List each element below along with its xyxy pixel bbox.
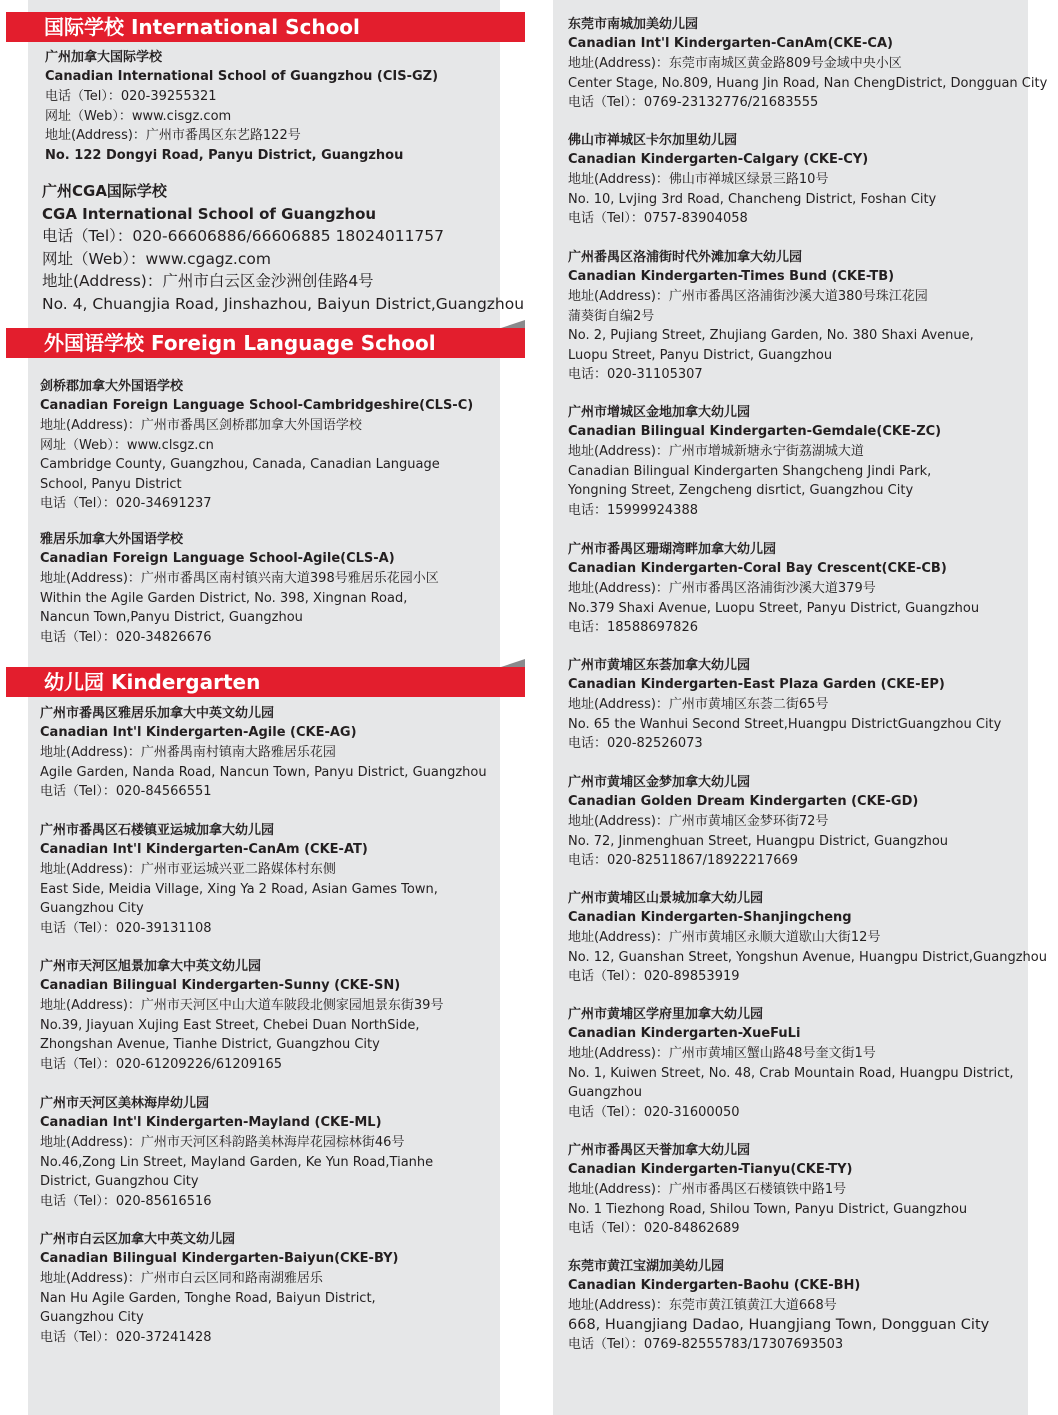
entry-address-en: Center Stage, No.809, Huang Jin Road, Nan ChengDistrict, Dongguan City	[568, 75, 1048, 91]
entry-address-cn: 地址(Address)：广州市白云区金沙洲创佳路4号	[42, 272, 374, 290]
entry-chinese-name: 广州市黄埔区金梦加拿大幼儿园	[568, 775, 751, 790]
entry-phone: 电话（Tel）：020-84566551	[40, 784, 212, 799]
school-entry-cis-gz	[45, 48, 438, 165]
entry-phone: 电话（Tel）：020-34691237	[40, 496, 212, 511]
entry-chinese-name: 广州市增城区金地加拿大幼儿园	[568, 405, 751, 420]
entry-chinese-name: 广州市黄埔区学府里加拿大幼儿园	[568, 1007, 764, 1022]
entry-chinese-name: 广州市番禺区珊瑚湾畔加拿大幼儿园	[568, 542, 777, 557]
entry-address-cn: 地址(Address)：广州市番禺区洛浦街沙溪大道379号	[568, 581, 876, 596]
entry-english-name: Canadian Bilingual Kindergarten-Gemdale(CKE-ZC)	[568, 424, 942, 439]
entry-chinese-name: 剑桥郡加拿大外国语学校	[40, 379, 184, 394]
section-banner-foreign-language: 外国语学校 Foreign Language School	[6, 328, 525, 358]
entry-address-cn: 地址(Address)：广州市黄埔区永顺大道歇山大街12号	[568, 930, 881, 945]
entry-address-en: Guangzhou	[568, 1085, 643, 1100]
entry-english-name: Canadian Bilingual Kindergarten-Sunny (CKE-SN)	[40, 978, 401, 993]
entry-phone: 电话（Tel）：0769-82555783/17307693503	[568, 1337, 844, 1352]
entry-address-en: No. 12, Guanshan Street, Yongshun Avenue, Huangpu District,Guangzhou	[568, 949, 1047, 965]
school-entry-cls-a	[40, 530, 439, 647]
entry-address-en: No.46,Zong Lin Street, Mayland Garden, Ke Yun Road,Tianhe	[40, 1154, 434, 1170]
school-entry-xuefuli	[568, 1005, 1014, 1122]
entry-english-name: Canadian Kindergarten-Times Bund (CKE-TB)	[568, 269, 895, 284]
entry-phone: 电话（Tel）：020-85616516	[40, 1193, 212, 1209]
entry-chinese-name: 广州市番禺区雅居乐加拿大中英文幼儿园	[40, 706, 275, 721]
entry-address-en: Agile Garden, Nanda Road, Nancun Town, Panyu District, Guangzhou	[40, 764, 487, 780]
school-entry-cke-zc	[568, 403, 941, 520]
entry-address-cn: 地址(Address)：广州市增城新塘永宁街荔湖城大道	[568, 444, 864, 459]
entry-phone: 电话：020-82511867/18922217669	[568, 853, 799, 868]
entry-chinese-name: 广州市黄埔区东荟加拿大幼儿园	[568, 658, 751, 673]
entry-english-name: CGA International School of Guangzhou	[42, 205, 377, 223]
school-entry-cke-cb	[568, 540, 979, 638]
entry-phone: 电话（Tel）：020-66606886/66606885 18024011757	[42, 227, 445, 245]
section-banner-kindergarten: 幼儿园 Kindergarten	[6, 667, 525, 697]
entry-address-cn: 地址(Address)：广州番禺南村镇南大路雅居乐花园	[40, 745, 336, 760]
entry-address-en: District, Guangzhou City	[40, 1174, 199, 1189]
entry-address-cn: 地址(Address)：广州市黄埔区蟹山路48号奎文街1号	[568, 1046, 876, 1061]
entry-website-link[interactable]: 网址（Web）：www.cgagz.com	[42, 249, 271, 268]
entry-chinese-name: 广州市天河区旭景加拿大中英文幼儿园	[40, 959, 262, 974]
entry-address-en: Guangzhou City	[40, 1310, 144, 1325]
banner-fold-decoration	[501, 320, 525, 328]
entry-english-name: Canadian Kindergarten-Baohu (CKE-BH)	[568, 1278, 861, 1293]
entry-address-en: No.379 Shaxi Avenue, Luopu Street, Panyu District, Guangzhou	[568, 600, 980, 616]
entry-address-en: Nancun Town,Panyu District, Guangzhou	[40, 610, 303, 625]
entry-chinese-name: 广州市天河区美林海岸幼儿园	[40, 1096, 210, 1111]
entry-english-name: Canadian Kindergarten-Shanjingcheng	[568, 910, 852, 925]
school-entry-cke-gd	[568, 773, 948, 871]
entry-phone: 电话（Tel）：020-39255321	[45, 89, 217, 104]
entry-address-en: Canadian Bilingual Kindergarten Shangcheng Jindi Park,	[568, 463, 932, 479]
school-entry-cke-ty	[568, 1141, 967, 1239]
entry-address-en: No. 2, Pujiang Street, Zhujiang Garden, No. 380 Shaxi Avenue,	[568, 328, 974, 343]
entry-address-cn: 地址(Address)：广州市白云区同和路南湖雅居乐	[40, 1271, 323, 1286]
entry-chinese-name: 东莞市黄江宝湖加美幼儿园	[568, 1259, 725, 1274]
entry-english-name: Canadian Int'l Kindergarten-CanAm (CKE-AT)	[40, 842, 368, 857]
school-entry-cke-ml	[40, 1094, 433, 1211]
entry-address-cn: 地址(Address)：广州市黄埔区金梦环街72号	[568, 814, 829, 829]
entry-address-cn: 地址(Address)：广州市天河区科韵路美林海岸花园棕林街46号	[40, 1135, 405, 1150]
entry-address-cn: 地址(Address)：广州市番禺区剑桥郡加拿大外国语学校	[40, 418, 362, 433]
school-entry-cke-at	[40, 821, 438, 938]
entry-phone: 电话（Tel）：020-31600050	[568, 1104, 740, 1120]
entry-phone: 电话（Tel）：020-89853919	[568, 969, 740, 984]
entry-address-en: Yongning Street, Zengcheng disrtict, Guangzhou City	[568, 483, 914, 498]
entry-phone: 电话（Tel）：020-39131108	[40, 920, 212, 936]
entry-website-link[interactable]: 网址（Web）：www.clsgz.cn	[40, 437, 214, 453]
entry-address-en: No. 4, Chuangjia Road, Jinshazhou, Baiyun District,Guangzhou	[42, 294, 525, 313]
entry-english-name: Canadian Int'l Kindergarten-Agile (CKE-AG)	[40, 725, 357, 740]
entry-phone: 电话（Tel）：020-61209226/61209165	[40, 1056, 283, 1072]
entry-address-en: No. 65 the Wanhui Second Street,Huangpu DistrictGuangzhou City	[568, 716, 1002, 732]
entry-address-en: Nan Hu Agile Garden, Tonghe Road, Baiyun District,	[40, 1290, 376, 1306]
entry-english-name: Canadian Kindergarten-Tianyu(CKE-TY)	[568, 1162, 853, 1177]
entry-english-name: Canadian Int'l Kindergarten-CanAm(CKE-CA)	[568, 36, 893, 51]
entry-address-cn: 地址(Address)：广州市黄埔区东荟二街65号	[568, 697, 829, 712]
entry-address-cn: 地址(Address)：广州市番禺区东艺路122号	[45, 128, 301, 143]
entry-phone: 电话（Tel）：020-84862689	[568, 1221, 740, 1236]
school-entry-cke-sn	[40, 957, 443, 1074]
entry-address-en: Zhongshan Avenue, Tianhe District, Guangzhou City	[40, 1037, 380, 1052]
entry-address-en: School, Panyu District	[40, 476, 182, 492]
entry-address-en: No. 1 Tiezhong Road, Shilou Town, Panyu District, Guangzhou	[568, 1201, 968, 1217]
entry-address-en: No. 1, Kuiwen Street, No. 48, Crab Mountain Road, Huangpu District,	[568, 1065, 1014, 1081]
entry-address-en: Cambridge County, Guangzhou, Canada, Canadian Language	[40, 457, 440, 472]
entry-address-cn: 蒲葵街自编2号	[568, 308, 655, 324]
entry-address-en: No. 72, Jinmenghuan Street, Huangpu District, Guangzhou	[568, 833, 949, 849]
entry-address-cn: 地址(Address)：广州市亚运城兴亚二路媒体村东侧	[40, 862, 336, 877]
entry-phone: 电话（Tel）：020-37241428	[40, 1329, 212, 1345]
banner-fold-decoration	[501, 659, 525, 667]
entry-chinese-name: 广州加拿大国际学校	[45, 50, 163, 65]
entry-phone: 电话（Tel）：0757-83904058	[568, 211, 748, 226]
entry-address-en: Within the Agile Garden District, No. 398, Xingnan Road,	[40, 590, 408, 606]
entry-english-name: Canadian Kindergarten-Coral Bay Crescent(CKE-CB)	[568, 561, 947, 576]
entry-address-cn: 地址(Address)：广州市天河区中山大道车陂段北侧家园旭景东街39号	[40, 998, 444, 1013]
entry-english-name: Canadian Kindergarten-Calgary (CKE-CY)	[568, 152, 869, 167]
school-entry-cls-c	[40, 377, 473, 514]
entry-address-cn: 地址(Address)：东莞市南城区黄金路809号金域中央小区	[568, 56, 902, 71]
entry-address-cn: 地址(Address)：广州市番禺区南村镇兴南大道398号雅居乐花园小区	[40, 571, 439, 586]
entry-english-name: Canadian Golden Dream Kindergarten (CKE-GD)	[568, 794, 919, 809]
entry-chinese-name: 广州市黄埔区山景城加拿大幼儿园	[568, 891, 764, 906]
school-entry-cke-ag	[40, 704, 487, 802]
entry-english-name: Canadian Foreign Language School-Agile(CLS-A)	[40, 551, 395, 566]
school-entry-cke-ep	[568, 656, 1001, 754]
entry-address-en: No. 10, Lvjing 3rd Road, Chancheng District, Foshan City	[568, 191, 937, 207]
entry-english-name: Canadian Bilingual Kindergarten-Baiyun(CKE-BY)	[40, 1251, 399, 1266]
entry-english-name: Canadian Kindergarten-East Plaza Garden (CKE-EP)	[568, 677, 945, 692]
entry-address-en: Guangzhou City	[40, 901, 144, 916]
entry-chinese-name: 广州CGA国际学校	[42, 182, 167, 200]
section-banner-international: 国际学校 International School	[6, 12, 525, 42]
entry-chinese-name: 广州番禺区洛浦街时代外滩加拿大幼儿园	[568, 250, 803, 265]
entry-address-en: No.39, Jiayuan Xujing East Street, Chebei Duan NorthSide,	[40, 1017, 420, 1033]
entry-english-name: Canadian Foreign Language School-Cambridgeshire(CLS-C)	[40, 398, 474, 413]
entry-phone: 电话：020-31105307	[568, 367, 703, 382]
school-entry-cke-tb	[568, 248, 974, 385]
entry-chinese-name: 广州市番禺区天誉加拿大幼儿园	[568, 1143, 751, 1158]
entry-address-en: Luopu Street, Panyu District, Guangzhou	[568, 347, 833, 363]
entry-website-link[interactable]: 网址（Web）：www.cisgz.com	[45, 108, 232, 124]
school-entry-cke-cy	[568, 131, 936, 229]
entry-chinese-name: 广州市白云区加拿大中英文幼儿园	[40, 1232, 236, 1247]
entry-chinese-name: 佛山市禅城区卡尔加里幼儿园	[568, 133, 738, 148]
entry-phone: 电话（Tel）：020-34826676	[40, 629, 212, 645]
entry-english-name: Canadian Kindergarten-XueFuLi	[568, 1026, 801, 1041]
entry-phone: 电话：18588697826	[568, 620, 698, 635]
entry-address-en: East Side, Meidia Village, Xing Ya 2 Road, Asian Games Town,	[40, 881, 438, 897]
entry-phone: 电话（Tel）：0769-23132776/21683555	[568, 95, 819, 110]
entry-address-cn: 地址(Address)：东莞市黄江镇黄江大道668号	[568, 1298, 837, 1313]
entry-english-name: Canadian International School of Guangzhou (CIS-GZ)	[45, 69, 439, 84]
school-entry-cke-bh	[568, 1257, 989, 1355]
entry-address-en: No. 122 Dongyi Road, Panyu District, Guangzhou	[45, 147, 404, 163]
entry-address-cn: 地址(Address)：广州市番禺区石楼镇铁中路1号	[568, 1182, 847, 1197]
entry-address-en: 668, Huangjiang Dadao, Huangjiang Town, Dongguan City	[568, 1316, 990, 1333]
entry-chinese-name: 东莞市南城加美幼儿园	[568, 17, 699, 32]
entry-address-cn: 地址(Address)：广州市番禺区洛浦街沙溪大道380号珠江花园	[568, 289, 928, 304]
entry-address-cn: 地址(Address)：佛山市禅城区绿景三路10号	[568, 172, 829, 187]
entry-english-name: Canadian Int'l Kindergarten-Mayland (CKE-ML)	[40, 1115, 382, 1130]
entry-phone: 电话：020-82526073	[568, 736, 703, 751]
entry-phone: 电话：15999924388	[568, 502, 698, 518]
school-entry-cke-by	[40, 1230, 399, 1347]
school-entry-cga	[42, 180, 524, 315]
school-entry-cke-ca	[568, 15, 1047, 113]
entry-chinese-name: 雅居乐加拿大外国语学校	[40, 532, 184, 547]
entry-chinese-name: 广州市番禺区石楼镇亚运城加拿大幼儿园	[40, 823, 275, 838]
school-entry-shanjingcheng	[568, 889, 1047, 987]
